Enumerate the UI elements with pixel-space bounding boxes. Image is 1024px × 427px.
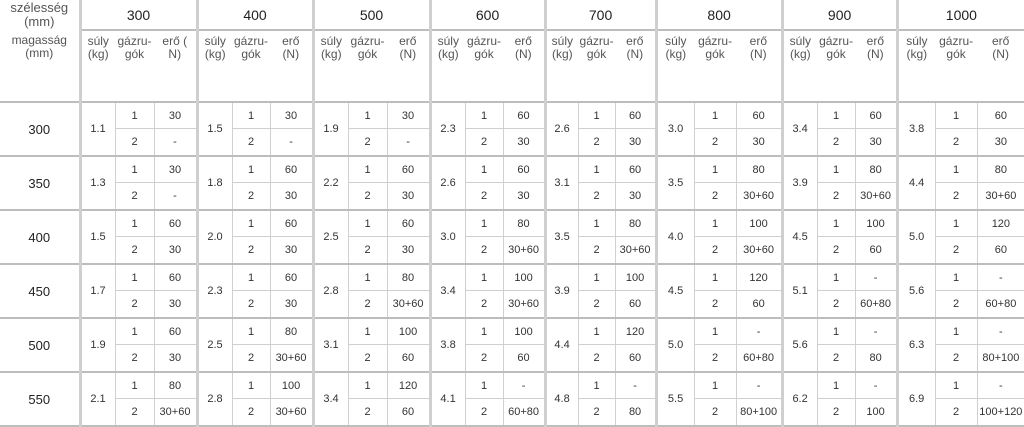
weight-value: 2.2 bbox=[313, 156, 348, 210]
spring-count: 2 bbox=[232, 399, 270, 427]
force-value: - bbox=[387, 129, 430, 157]
force-value: - bbox=[977, 264, 1024, 291]
weight-value: 3.8 bbox=[430, 318, 465, 372]
weight-value: 5.0 bbox=[897, 210, 935, 264]
spring-count: 1 bbox=[578, 210, 615, 237]
force-value: 80 bbox=[855, 345, 897, 373]
force-column-header: erő (N) bbox=[399, 34, 417, 61]
force-value: 80+100 bbox=[736, 399, 782, 427]
force-value: 60 bbox=[154, 264, 197, 291]
force-value: 30+60 bbox=[387, 291, 430, 319]
springs-column-header: gázru- gók bbox=[939, 34, 974, 61]
force-value: - bbox=[154, 183, 197, 211]
spring-count: 2 bbox=[694, 399, 736, 427]
spring-count: 1 bbox=[935, 156, 977, 183]
springs-column-header: gázru- gók bbox=[117, 34, 152, 61]
spring-count: 2 bbox=[935, 345, 977, 373]
spring-count: 1 bbox=[694, 264, 736, 291]
spring-count: 2 bbox=[348, 183, 387, 211]
force-value: 80 bbox=[615, 210, 656, 237]
spring-count: 2 bbox=[935, 291, 977, 319]
spring-count: 2 bbox=[115, 129, 154, 157]
spring-count: 1 bbox=[694, 372, 736, 399]
force-value: 60 bbox=[736, 291, 782, 319]
force-value: 30+60 bbox=[270, 345, 313, 373]
springs-column-header: gázru- gók bbox=[234, 34, 269, 61]
weight-value: 1.5 bbox=[80, 210, 115, 264]
force-value: - bbox=[855, 264, 897, 291]
springs-column-header: gázru- gók bbox=[698, 34, 733, 61]
spring-count: 1 bbox=[694, 210, 736, 237]
width-column-header: 500 bbox=[313, 0, 430, 30]
force-value: 30+60 bbox=[503, 237, 545, 265]
weight-value: 4.0 bbox=[656, 210, 694, 264]
spring-count: 1 bbox=[232, 102, 270, 129]
force-value: 60 bbox=[387, 345, 430, 373]
force-value: 120 bbox=[977, 210, 1024, 237]
weight-value: 3.4 bbox=[782, 102, 817, 156]
spring-count: 1 bbox=[817, 102, 855, 129]
weight-value: 1.7 bbox=[80, 264, 115, 318]
force-value: - bbox=[736, 318, 782, 345]
spring-count: 1 bbox=[232, 210, 270, 237]
weight-value: 2.6 bbox=[430, 156, 465, 210]
spring-count: 1 bbox=[465, 318, 503, 345]
spring-count: 1 bbox=[115, 102, 154, 129]
spring-count: 1 bbox=[935, 318, 977, 345]
height-row-label: 350 bbox=[0, 156, 80, 210]
spring-count: 2 bbox=[465, 183, 503, 211]
force-value: 30 bbox=[387, 102, 430, 129]
force-value: 30+60 bbox=[270, 399, 313, 427]
spring-count: 2 bbox=[694, 129, 736, 157]
spring-count: 2 bbox=[115, 399, 154, 427]
force-column-header: erő (N) bbox=[282, 34, 300, 61]
weight-value: 2.0 bbox=[197, 210, 232, 264]
force-column-header: erő (N) bbox=[514, 34, 532, 61]
weight-value: 2.5 bbox=[313, 210, 348, 264]
spring-count: 2 bbox=[232, 237, 270, 265]
force-value: 30 bbox=[736, 129, 782, 157]
spring-count: 2 bbox=[348, 399, 387, 427]
weight-value: 2.3 bbox=[197, 264, 232, 318]
force-value: 100 bbox=[615, 264, 656, 291]
weight-value: 4.1 bbox=[430, 372, 465, 426]
force-value: 100 bbox=[270, 372, 313, 399]
spring-count: 1 bbox=[817, 264, 855, 291]
weight-value: 1.5 bbox=[197, 102, 232, 156]
spring-count: 2 bbox=[578, 291, 615, 319]
force-value: 60 bbox=[154, 318, 197, 345]
force-value: 30 bbox=[615, 129, 656, 157]
force-value: 60 bbox=[503, 345, 545, 373]
spring-count: 2 bbox=[115, 237, 154, 265]
spring-count: 1 bbox=[465, 102, 503, 129]
weight-value: 3.9 bbox=[545, 264, 578, 318]
weight-value: 6.9 bbox=[897, 372, 935, 426]
spring-count: 2 bbox=[465, 399, 503, 427]
force-value: 30 bbox=[270, 291, 313, 319]
weight-value: 4.8 bbox=[545, 372, 578, 426]
spring-count: 1 bbox=[115, 156, 154, 183]
weight-value: 3.5 bbox=[545, 210, 578, 264]
spring-count: 2 bbox=[578, 237, 615, 265]
force-value: 30+60 bbox=[736, 237, 782, 265]
spring-count: 2 bbox=[817, 237, 855, 265]
weight-value: 3.1 bbox=[545, 156, 578, 210]
weight-value: 1.3 bbox=[80, 156, 115, 210]
force-value: 30 bbox=[154, 345, 197, 373]
force-value: 30+60 bbox=[855, 183, 897, 211]
spring-count: 2 bbox=[578, 129, 615, 157]
force-value: 60 bbox=[387, 210, 430, 237]
force-value: 30 bbox=[387, 183, 430, 211]
weight-value: 4.5 bbox=[656, 264, 694, 318]
spring-count: 1 bbox=[935, 210, 977, 237]
width-column-header: 700 bbox=[545, 0, 656, 30]
force-value: 30+60 bbox=[154, 399, 197, 427]
spring-count: 2 bbox=[465, 237, 503, 265]
height-row-label: 300 bbox=[0, 102, 80, 156]
spring-count: 2 bbox=[232, 291, 270, 319]
force-value: 60 bbox=[503, 102, 545, 129]
weight-value: 6.3 bbox=[897, 318, 935, 372]
spring-count: 1 bbox=[115, 264, 154, 291]
force-value: 60 bbox=[270, 210, 313, 237]
force-value: 80 bbox=[270, 318, 313, 345]
weight-value: 5.6 bbox=[897, 264, 935, 318]
weight-value: 1.8 bbox=[197, 156, 232, 210]
force-column-header: erő (N) bbox=[626, 34, 644, 61]
spring-count: 2 bbox=[935, 399, 977, 427]
force-value: 30 bbox=[270, 237, 313, 265]
force-column-header: erő ( N) bbox=[162, 34, 188, 61]
force-value: 60+80 bbox=[736, 345, 782, 373]
force-value: 80 bbox=[503, 210, 545, 237]
force-value: 60 bbox=[977, 102, 1024, 129]
force-value: 30 bbox=[503, 183, 545, 211]
spring-count: 2 bbox=[578, 183, 615, 211]
spring-count: 1 bbox=[935, 372, 977, 399]
force-column-header: erő (N) bbox=[749, 34, 767, 61]
weight-value: 6.2 bbox=[782, 372, 817, 426]
weight-value: 3.4 bbox=[430, 264, 465, 318]
spring-count: 1 bbox=[935, 102, 977, 129]
spring-count: 1 bbox=[465, 210, 503, 237]
force-value: 60 bbox=[270, 264, 313, 291]
spring-count: 2 bbox=[232, 129, 270, 157]
weight-value: 1.1 bbox=[80, 102, 115, 156]
spring-count: 2 bbox=[232, 345, 270, 373]
weight-value: 2.3 bbox=[430, 102, 465, 156]
force-value: 60+80 bbox=[977, 291, 1024, 319]
spring-count: 2 bbox=[115, 291, 154, 319]
weight-value: 2.1 bbox=[80, 372, 115, 426]
weight-value: 1.9 bbox=[80, 318, 115, 372]
weight-column-header: súly (kg) bbox=[197, 30, 232, 102]
force-value: 30 bbox=[387, 237, 430, 265]
force-value: 120 bbox=[387, 372, 430, 399]
force-value: 120 bbox=[615, 318, 656, 345]
spring-count: 1 bbox=[578, 318, 615, 345]
force-value: 60 bbox=[387, 399, 430, 427]
spring-count: 2 bbox=[935, 183, 977, 211]
force-value: 60 bbox=[855, 237, 897, 265]
width-column-header: 800 bbox=[656, 0, 782, 30]
spring-count: 1 bbox=[348, 372, 387, 399]
force-value: - bbox=[270, 129, 313, 157]
spring-count: 2 bbox=[465, 291, 503, 319]
spring-count: 2 bbox=[694, 291, 736, 319]
force-value: 30 bbox=[615, 183, 656, 211]
force-value: 30 bbox=[977, 129, 1024, 157]
spring-count: 2 bbox=[578, 345, 615, 373]
spring-count: 1 bbox=[115, 318, 154, 345]
spring-count: 1 bbox=[348, 156, 387, 183]
weight-value: 2.5 bbox=[197, 318, 232, 372]
force-value: 60 bbox=[154, 210, 197, 237]
spring-count: 1 bbox=[348, 102, 387, 129]
force-value: 30 bbox=[503, 129, 545, 157]
weight-value: 4.5 bbox=[782, 210, 817, 264]
force-value: 100 bbox=[736, 210, 782, 237]
weight-value: 5.0 bbox=[656, 318, 694, 372]
spring-count: 2 bbox=[694, 345, 736, 373]
force-value: 30 bbox=[855, 129, 897, 157]
height-row-label: 450 bbox=[0, 264, 80, 318]
spring-count: 1 bbox=[348, 210, 387, 237]
force-value: 30+60 bbox=[736, 183, 782, 211]
spring-count: 2 bbox=[817, 129, 855, 157]
weight-value: 4.4 bbox=[545, 318, 578, 372]
force-value: 30 bbox=[154, 102, 197, 129]
weight-value: 5.6 bbox=[782, 318, 817, 372]
force-value: - bbox=[615, 372, 656, 399]
height-row-label: 500 bbox=[0, 318, 80, 372]
weight-column-header: súly (kg) bbox=[897, 30, 935, 102]
weight-column-header: súly (kg) bbox=[313, 30, 348, 102]
springs-column-header: gázru- gók bbox=[467, 34, 502, 61]
spring-count: 1 bbox=[817, 156, 855, 183]
spring-count: 2 bbox=[817, 291, 855, 319]
force-value: 30+60 bbox=[977, 183, 1024, 211]
springs-column-header: gázru- gók bbox=[819, 34, 854, 61]
force-value: 60 bbox=[615, 102, 656, 129]
width-column-header: 1000 bbox=[897, 0, 1024, 30]
spring-count: 2 bbox=[115, 345, 154, 373]
force-value: 60 bbox=[855, 102, 897, 129]
force-value: 60 bbox=[503, 156, 545, 183]
weight-value: 2.8 bbox=[313, 264, 348, 318]
force-value: 30+60 bbox=[615, 237, 656, 265]
spring-count: 1 bbox=[694, 318, 736, 345]
force-value: 100+120 bbox=[977, 399, 1024, 427]
spring-count: 2 bbox=[465, 129, 503, 157]
height-row-label: 550 bbox=[0, 372, 80, 426]
weight-value: 4.4 bbox=[897, 156, 935, 210]
spring-count: 1 bbox=[578, 156, 615, 183]
spring-count: 2 bbox=[935, 237, 977, 265]
spring-count: 1 bbox=[578, 264, 615, 291]
weight-column-header: súly (kg) bbox=[782, 30, 817, 102]
force-value: - bbox=[977, 318, 1024, 345]
spring-count: 2 bbox=[935, 129, 977, 157]
weight-column-header: súly (kg) bbox=[656, 30, 694, 102]
force-value: 80 bbox=[736, 156, 782, 183]
force-value: 60 bbox=[615, 291, 656, 319]
spring-count: 1 bbox=[232, 318, 270, 345]
spring-count: 2 bbox=[348, 129, 387, 157]
force-value: 30 bbox=[270, 183, 313, 211]
spring-count: 1 bbox=[578, 102, 615, 129]
spring-count: 2 bbox=[232, 183, 270, 211]
weight-value: 1.9 bbox=[313, 102, 348, 156]
weight-column-header: súly (kg) bbox=[545, 30, 578, 102]
spring-count: 2 bbox=[348, 345, 387, 373]
weight-value: 5.5 bbox=[656, 372, 694, 426]
height-row-label: 400 bbox=[0, 210, 80, 264]
springs-column-header: gázru- gók bbox=[579, 34, 614, 61]
force-value: 30 bbox=[154, 156, 197, 183]
force-value: - bbox=[503, 372, 545, 399]
force-value: 120 bbox=[736, 264, 782, 291]
spring-count: 1 bbox=[232, 264, 270, 291]
spring-count: 2 bbox=[465, 345, 503, 373]
weight-value: 3.9 bbox=[782, 156, 817, 210]
spring-count: 2 bbox=[115, 183, 154, 211]
force-value: - bbox=[977, 372, 1024, 399]
force-value: 60 bbox=[615, 156, 656, 183]
weight-value: 3.0 bbox=[430, 210, 465, 264]
weight-value: 3.5 bbox=[656, 156, 694, 210]
force-value: 100 bbox=[855, 399, 897, 427]
force-value: 30+60 bbox=[503, 291, 545, 319]
force-value: 80 bbox=[387, 264, 430, 291]
weight-value: 3.8 bbox=[897, 102, 935, 156]
force-value: - bbox=[154, 129, 197, 157]
width-axis-label: szélesség (mm) bbox=[10, 0, 69, 29]
spring-count: 1 bbox=[694, 102, 736, 129]
spring-count: 1 bbox=[465, 264, 503, 291]
spring-count: 2 bbox=[817, 345, 855, 373]
spring-count: 1 bbox=[232, 156, 270, 183]
height-axis-label: magasság (mm) bbox=[11, 33, 67, 60]
spring-count: 1 bbox=[115, 372, 154, 399]
weight-value: 3.4 bbox=[313, 372, 348, 426]
spring-count: 1 bbox=[115, 210, 154, 237]
spring-count: 1 bbox=[465, 156, 503, 183]
spring-count: 1 bbox=[817, 372, 855, 399]
force-value: 60 bbox=[736, 102, 782, 129]
force-value: - bbox=[855, 372, 897, 399]
width-column-header: 400 bbox=[197, 0, 313, 30]
force-value: 30 bbox=[154, 291, 197, 319]
spring-count: 2 bbox=[694, 237, 736, 265]
force-value: 100 bbox=[855, 210, 897, 237]
spring-count: 1 bbox=[817, 210, 855, 237]
force-value: - bbox=[855, 318, 897, 345]
force-value: - bbox=[736, 372, 782, 399]
spring-count: 1 bbox=[817, 318, 855, 345]
force-value: 100 bbox=[387, 318, 430, 345]
force-value: 80 bbox=[154, 372, 197, 399]
spring-count: 1 bbox=[348, 264, 387, 291]
spring-count: 2 bbox=[694, 183, 736, 211]
spring-count: 1 bbox=[578, 372, 615, 399]
weight-value: 3.0 bbox=[656, 102, 694, 156]
weight-value: 2.8 bbox=[197, 372, 232, 426]
force-value: 80 bbox=[855, 156, 897, 183]
width-column-header: 900 bbox=[782, 0, 897, 30]
weight-column-header: súly (kg) bbox=[430, 30, 465, 102]
spring-count: 2 bbox=[817, 183, 855, 211]
spring-count: 1 bbox=[348, 318, 387, 345]
spring-count: 1 bbox=[232, 372, 270, 399]
force-value: 80 bbox=[977, 156, 1024, 183]
force-column-header: erő (N) bbox=[866, 34, 885, 61]
springs-column-header: gázru- gók bbox=[350, 34, 385, 61]
weight-column-header: súly (kg) bbox=[80, 30, 115, 102]
force-value: 100 bbox=[503, 264, 545, 291]
spring-count: 1 bbox=[694, 156, 736, 183]
force-value: 80+100 bbox=[977, 345, 1024, 373]
force-value: 60+80 bbox=[503, 399, 545, 427]
width-column-header: 600 bbox=[430, 0, 545, 30]
spring-count: 1 bbox=[465, 372, 503, 399]
width-column-header: 300 bbox=[80, 0, 197, 30]
force-value: 80 bbox=[615, 399, 656, 427]
spring-count: 2 bbox=[817, 399, 855, 427]
force-column-header: erő (N) bbox=[991, 34, 1010, 61]
weight-value: 2.6 bbox=[545, 102, 578, 156]
force-value: 30 bbox=[270, 102, 313, 129]
force-value: 60 bbox=[615, 345, 656, 373]
spring-count: 2 bbox=[348, 291, 387, 319]
force-value: 60 bbox=[270, 156, 313, 183]
spring-count: 1 bbox=[935, 264, 977, 291]
weight-value: 3.1 bbox=[313, 318, 348, 372]
force-value: 30 bbox=[154, 237, 197, 265]
force-value: 100 bbox=[503, 318, 545, 345]
weight-value: 5.1 bbox=[782, 264, 817, 318]
force-value: 60 bbox=[977, 237, 1024, 265]
force-value: 60 bbox=[387, 156, 430, 183]
spring-count: 2 bbox=[348, 237, 387, 265]
spring-count: 2 bbox=[578, 399, 615, 427]
force-value: 60+80 bbox=[855, 291, 897, 319]
